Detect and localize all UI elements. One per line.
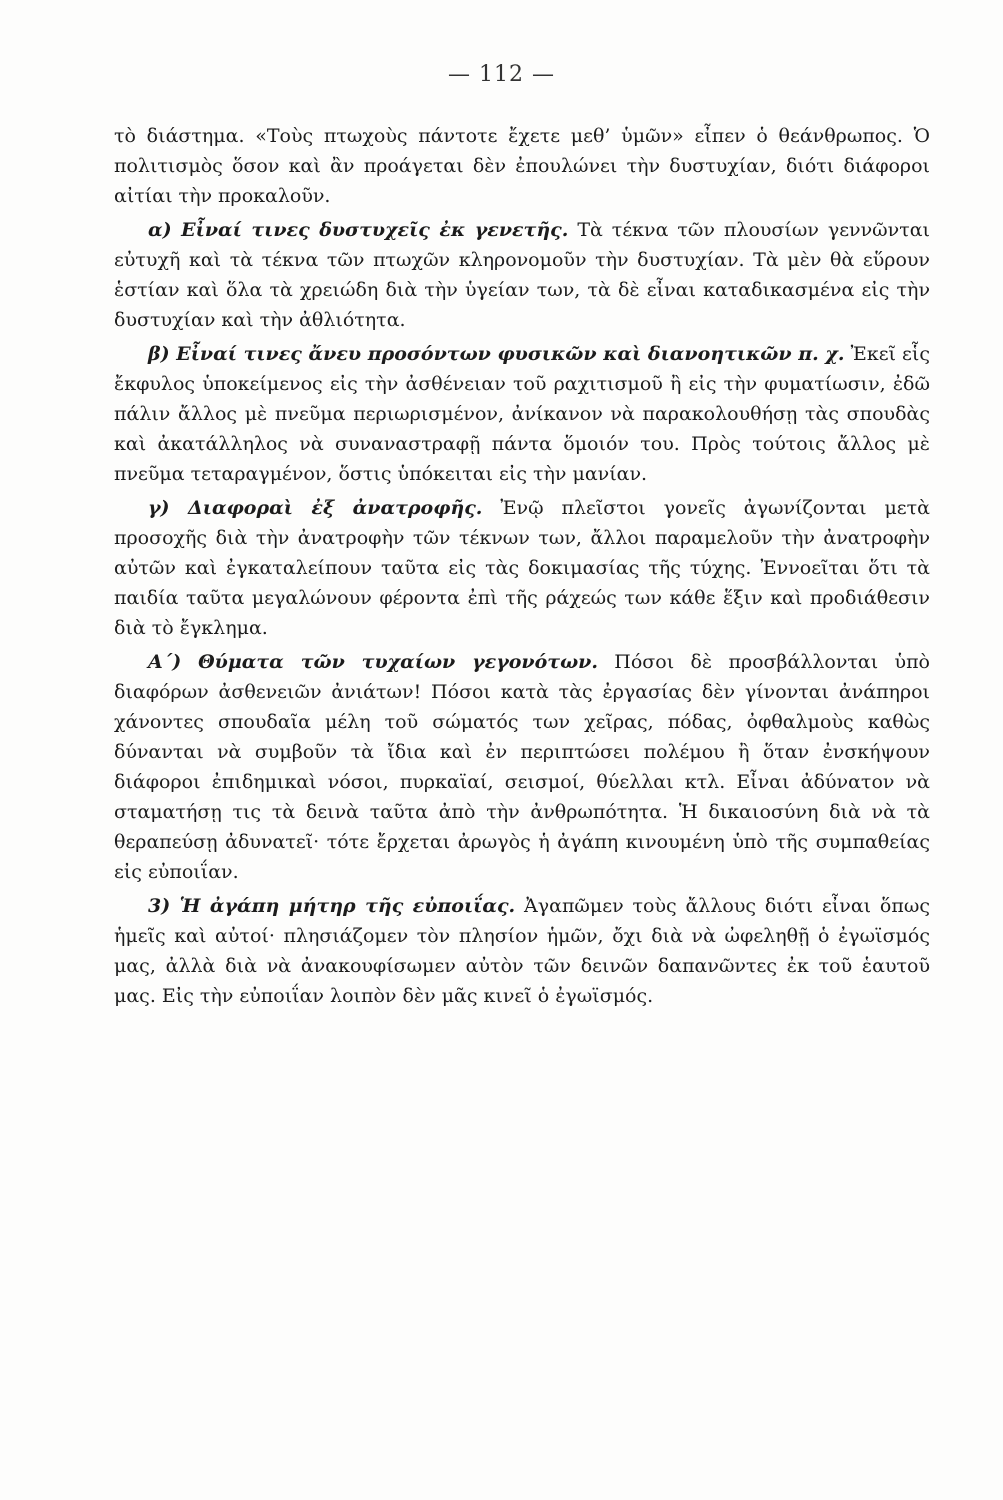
paragraph-heading: α) Εἶναί τινες δυστυχεῖς ἐκ γενετῆς. <box>148 219 569 241</box>
paragraph-heading: 3) Ἡ ἀγάπη μήτηρ τῆς εὐποιΐας. <box>148 895 516 917</box>
paragraph-intro <box>114 121 930 211</box>
paragraph-alpha <box>114 215 930 335</box>
paragraph-heading: γ) Διαφοραὶ ἐξ ἀνατροφῆς. <box>148 497 483 519</box>
paragraph-text: Ἀγαπῶμεν τοὺς ἄλλους διότι εἶναι ὅπως ἡμεῖς καὶ αὐτοί· πλησιάζομεν τὸν πλησίον ἡμῶν, ὄχι διὰ νὰ ὠφεληθῇ ὁ ἐγωϊσμός μας, ἀλλὰ διὰ νὰ ἀνακουφίσωμεν αὐτὸν τῶν δεινῶν δαπανῶντες ἐκ τοῦ ἑαυτοῦ μας. Εἰς τὴν εὐποιΐαν λοιπὸν δὲν μᾶς κινεῖ ὁ ἐγωϊσμός. <box>114 895 930 1007</box>
paragraph-beta <box>114 339 930 489</box>
paragraph-text: Ἐκεῖ εἷς ἔκφυλος ὑποκείμενος εἰς τὴν ἀσθένειαν τοῦ ραχιτισμοῦ ἢ εἰς τὴν φυματίωσιν, ἐδῶ πάλιν ἄλλος μὲ πνεῦμα περιωρισμένον, ἀνίκανον νὰ παρακολουθήσῃ τὰς σπουδὰς καὶ ἀκατάλληλος νὰ συναναστραφῇ πάντα ὅμοιόν του. Πρὸς τούτοις ἄλλος μὲ πνεῦμα τεταραγμένον, ὅστις ὑπόκειται εἰς τὴν μανίαν. <box>114 343 930 485</box>
paragraph-A <box>114 647 930 887</box>
paragraph-text: Πόσοι δὲ προσβάλλονται ὑπὸ διαφόρων ἀσθενειῶν ἀνιάτων! Πόσοι κατὰ τὰς ἐργασίας δὲν γίνονται ἀνάπηροι χάνοντες σπουδαῖα μέλη τοῦ σώματός των χεῖρας, πόδας, ὀφθαλμοὺς καθὼς δύνανται νὰ συμβοῦν τὰ ἴδια καὶ ἐν περιπτώσει πολέμου ἢ ὅταν ἐνσκήψουν διάφοροι ἐπιδημικαὶ νόσοι, πυρκαϊαί, σεισμοί, θύελλαι κτλ. Εἶναι ἀδύνατον νὰ σταματήσῃ τις τὰ δεινὰ ταῦτα ἀπὸ τὴν ἀνθρωπότητα. Ἡ δικαιοσύνη διὰ νὰ τὰ θεραπεύσῃ ἀδυνατεῖ· τότε ἔρχεται ἀρωγὸς ἡ ἀγάπη κινουμένη ὑπὸ τῆς συμπαθείας εἰς εὐποιΐαν. <box>114 651 931 883</box>
paragraph-text: τὸ διάστημα. «Τοὺς πτωχοὺς πάντοτε ἔχετε μεθ’ ὑμῶν» εἶπεν ὁ θεάνθρωπος. Ὁ πολιτισμὸς ὅσον καὶ ἂν προάγεται δὲν ἐπουλώνει τὴν δυστυχίαν, διότι διάφοροι αἰτίαι τὴν προκαλοῦν. <box>114 125 930 207</box>
paragraph-heading: Α΄) Θύματα τῶν τυχαίων γεγονότων. <box>148 651 598 673</box>
paragraph-three <box>114 891 930 1011</box>
paragraph-gamma <box>114 493 930 643</box>
paragraph-text: Τὰ τέκνα τῶν πλουσίων γεννῶνται εὐτυχῆ καὶ τὰ τέκνα τῶν πτωχῶν κληρονομοῦν τὴν δυστυχίαν. Τὰ μὲν θὰ εὕρουν ἑστίαν καὶ ὅλα τὰ χρειώδη διὰ τὴν ὑγείαν των, τὰ δὲ εἶναι καταδικασμένα εἰς τὴν δυστυχίαν καὶ τὴν ἀθλιότητα. <box>114 219 930 331</box>
paragraph-heading: β) Εἶναί τινες ἄνευ προσόντων φυσικῶν καὶ διανοητικῶν π. χ. <box>148 343 845 365</box>
paragraph-text: Ἐνῷ πλεῖστοι γονεῖς ἀγωνίζονται μετὰ προσοχῆς διὰ τὴν ἀνατροφὴν τῶν τέκνων των, ἄλλοι παραμελοῦν τὴν ἀνατροφὴν αὐτῶν καὶ ἐγκαταλείπουν ταῦτα εἰς τὰς δοκιμασίας τῆς τύχης. Ἐννοεῖται ὅτι τὰ παιδία ταῦτα μεγαλώνουν φέροντα ἐπὶ τῆς ράχεώς των κάθε ἕξιν καὶ προδιάθεσιν διὰ τὸ ἔγκλημα. <box>114 497 930 639</box>
page-body <box>114 121 930 1011</box>
page-number: — 112 — <box>448 62 555 87</box>
